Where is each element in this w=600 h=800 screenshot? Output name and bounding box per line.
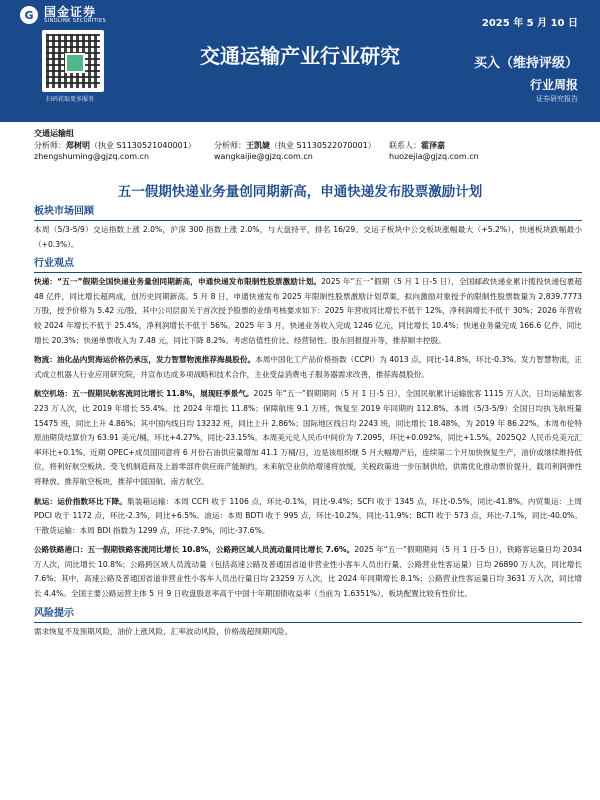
risk-text: 需求恢复不及预期风险，油价上涨风险，汇率波动风险，价格战超预期风险。	[34, 626, 293, 636]
paragraph-aviation: 航空机场：五一假期民航客流同比增长 11.8%，展现旺季景气。2025 年“五一”假期期间（5 月 1 日-5 日），全国民航累计运输旅客 1115 万人次，日均运输旅客 223 万人次，比 2019 年增长 55.4%。比 2024 年增长 11.8%；保障航班 9.1 万班，恢复至 2019 年同期的 112.8%。本周（5/3-5/9）全国日均执飞航班量 15475 班，同比上升 4.86%；其中国内线日均 13232 班，同比上升 2.86%；国际地区线日均 2243 班，同比增长 18.48%，为 2019 年 86.22%。本周布伦特原油期货结算价为 63.91 美元/桶，环比+4.27%，同比-23.15%。本周美元兑人民币中间价为 7.2095，环比+0.092%，同比+1.5%。2025Q2 人民币兑美元汇率环比+0.1%。近期 OPEC+成员国同意将 6 月份石油供应量增加 41.1 万桶/日，边是该组织继 5 月大幅增产后，连续第二个月加快恢复生产，油价或继续维持低位，将利好航空板块。受飞机制造商及上游零部件供应商产能制约，未来航空业供给增速将放缓，关税政策进一步压制供给，供需优化推动票价提升，载司利润弹性将释放。推荐航空板块，推荐中国国航、南方航空。	[34, 389, 582, 486]
logo-name-en: SINOLINK SECURITIES	[44, 17, 107, 24]
section-title-market: 板块市场回顾	[34, 205, 582, 221]
email-1[interactable]: zhengshuming@gjzq.com.cn	[34, 152, 150, 161]
section-title-risk: 风险提示	[34, 607, 582, 623]
email-3[interactable]: huozejia@gjzq.com.cn	[389, 152, 479, 161]
paragraph-express: 快递：“五一”假期全国快递业务量创同期新高，申通快递发布限制性股票激励计划。2025 年“五一”假期（5 月 1 日-5 日），全国邮政快递业累计揽投快递包裹超 48 亿件，同比增长超两成，创历史同期新高。5 月 8 日，申通快递发布 2025 年限制性股票激励计划草案，拟向激励对象授予的限制性股票数量为 2,839.7773 万股，授予价格为 5.42 元/股，其中公司层面关于首次授予股票的业绩考核要求如下：2025 年营收同比增长不低于 12%，净利润增长不低于 30%；2026 年营收较 2024 年增长不低于 25.4%，净利润增长不低于 56%。2025 年 3 月，快递业务收入完成 1246 亿元，同比增长 10.4%；快递业务量完成 166.6 亿件，同比增长 20.3%；快递单票收入为 7.48 元，同比下降 8.2%。考虑估值性价比、经营韧性、股东回报提升等，推荐顺丰控股。	[34, 277, 582, 345]
logo-icon: G	[20, 6, 38, 24]
section-title-views: 行业观点	[34, 257, 582, 273]
qr-code	[42, 30, 104, 92]
report-body	[34, 205, 582, 644]
team-name: 交通运输组	[34, 129, 74, 138]
paragraph-logistics: 物流：油化品内贸海运价格仍承压，发力智慧物流推荐海晨股份。本周中国化工产品价格指数（CCPI）为 4013 点，同比-14.8%，环比-0.3%。发力智慧物流，正式成立机器人行业应用研究院，并宣布达成多项战略和技术合作，主业受益消费电子服务器需求改善，推荐海晨股份。	[34, 355, 583, 379]
rating-badge: 买入（维持评级）	[473, 56, 578, 71]
contact-person: 联系人：霍泽嘉	[389, 140, 445, 150]
report-header	[0, 0, 600, 122]
analyst-2: 分析师：王凯婕（执业 S1130522070001）	[214, 140, 376, 150]
report-category: 证券研究报告	[536, 95, 578, 103]
report-type: 行业周报	[529, 78, 578, 92]
logo-name-cn: 国金证券	[44, 5, 97, 20]
analyst-block	[34, 128, 574, 163]
report-headline: 五一假期快递业务量创同期新高，申通快递发布股票激励计划	[117, 184, 483, 200]
report-date: 2025 年 5 月 10 日	[481, 18, 578, 29]
company-logo	[20, 6, 106, 24]
qr-caption: 扫码获取更多服务	[46, 96, 95, 103]
email-2[interactable]: wangkaijie@gjzq.com.cn	[214, 152, 313, 161]
market-review-text: 本周（5/3-5/9）交运指数上涨 2.0%，沪深 300 指数上涨 2.0%，与大盘持平，排名 16/29。交运子板块中公交板块涨幅最大（+5.2%），快递板块跌幅最小（+0.3%）。	[34, 225, 582, 249]
analyst-1: 分析师：郑树明（执业 S1130521040001）	[34, 140, 196, 150]
paragraph-shipping: 航运：运价指数环比下降。集装箱运输：本周 CCFI 收于 1106 点，环比-0.1%，同比-9.4%；SCFI 收于 1345 点，环比-0.5%，同比-41.8%。内贸集运：上周 PDCI 收于 1172 点，环比-2.3%，同比+6.5%。油运：本周 BDTI 收于 995 点，环比-10.2%，同比-11.9%；BCTI 收于 573 点，环比-7.1%，同比-40.0%。干散货运输：本周 BDI 指数为 1299 点，环比-7.9%，同比-37.6%。	[34, 496, 582, 535]
report-title: 交通运输产业行业研究	[200, 44, 400, 68]
paragraph-road-rail-port: 公路铁路港口：五一假期铁路客流同比增长 10.8%，公路跨区域人员流动量同比增长 7.6%。2025 年“五一”假期期间（5 月 1 日-5 日），铁路客运量日均 2034 万人次，同比增长 10.8%；公路跨区域人员流动量（包括高速公路及普通国省道非营业性小客车人员出行量、公路营业性客运量）日均 26890 万人次，同比增长 7.6%；其中，高速公路及普通国省道非营业性小客车人员出行量日均 23259 万人次，比 2024 年同期增长 8.1%；公路营业性客运量日均 3631 万人次，同比增长 4.4%。全国主要公路运营主体 5 月 9 日收盘股息率高于中国十年期国债收益率（当前为 1.6351%），板块配置比较有性价比。	[34, 545, 582, 599]
